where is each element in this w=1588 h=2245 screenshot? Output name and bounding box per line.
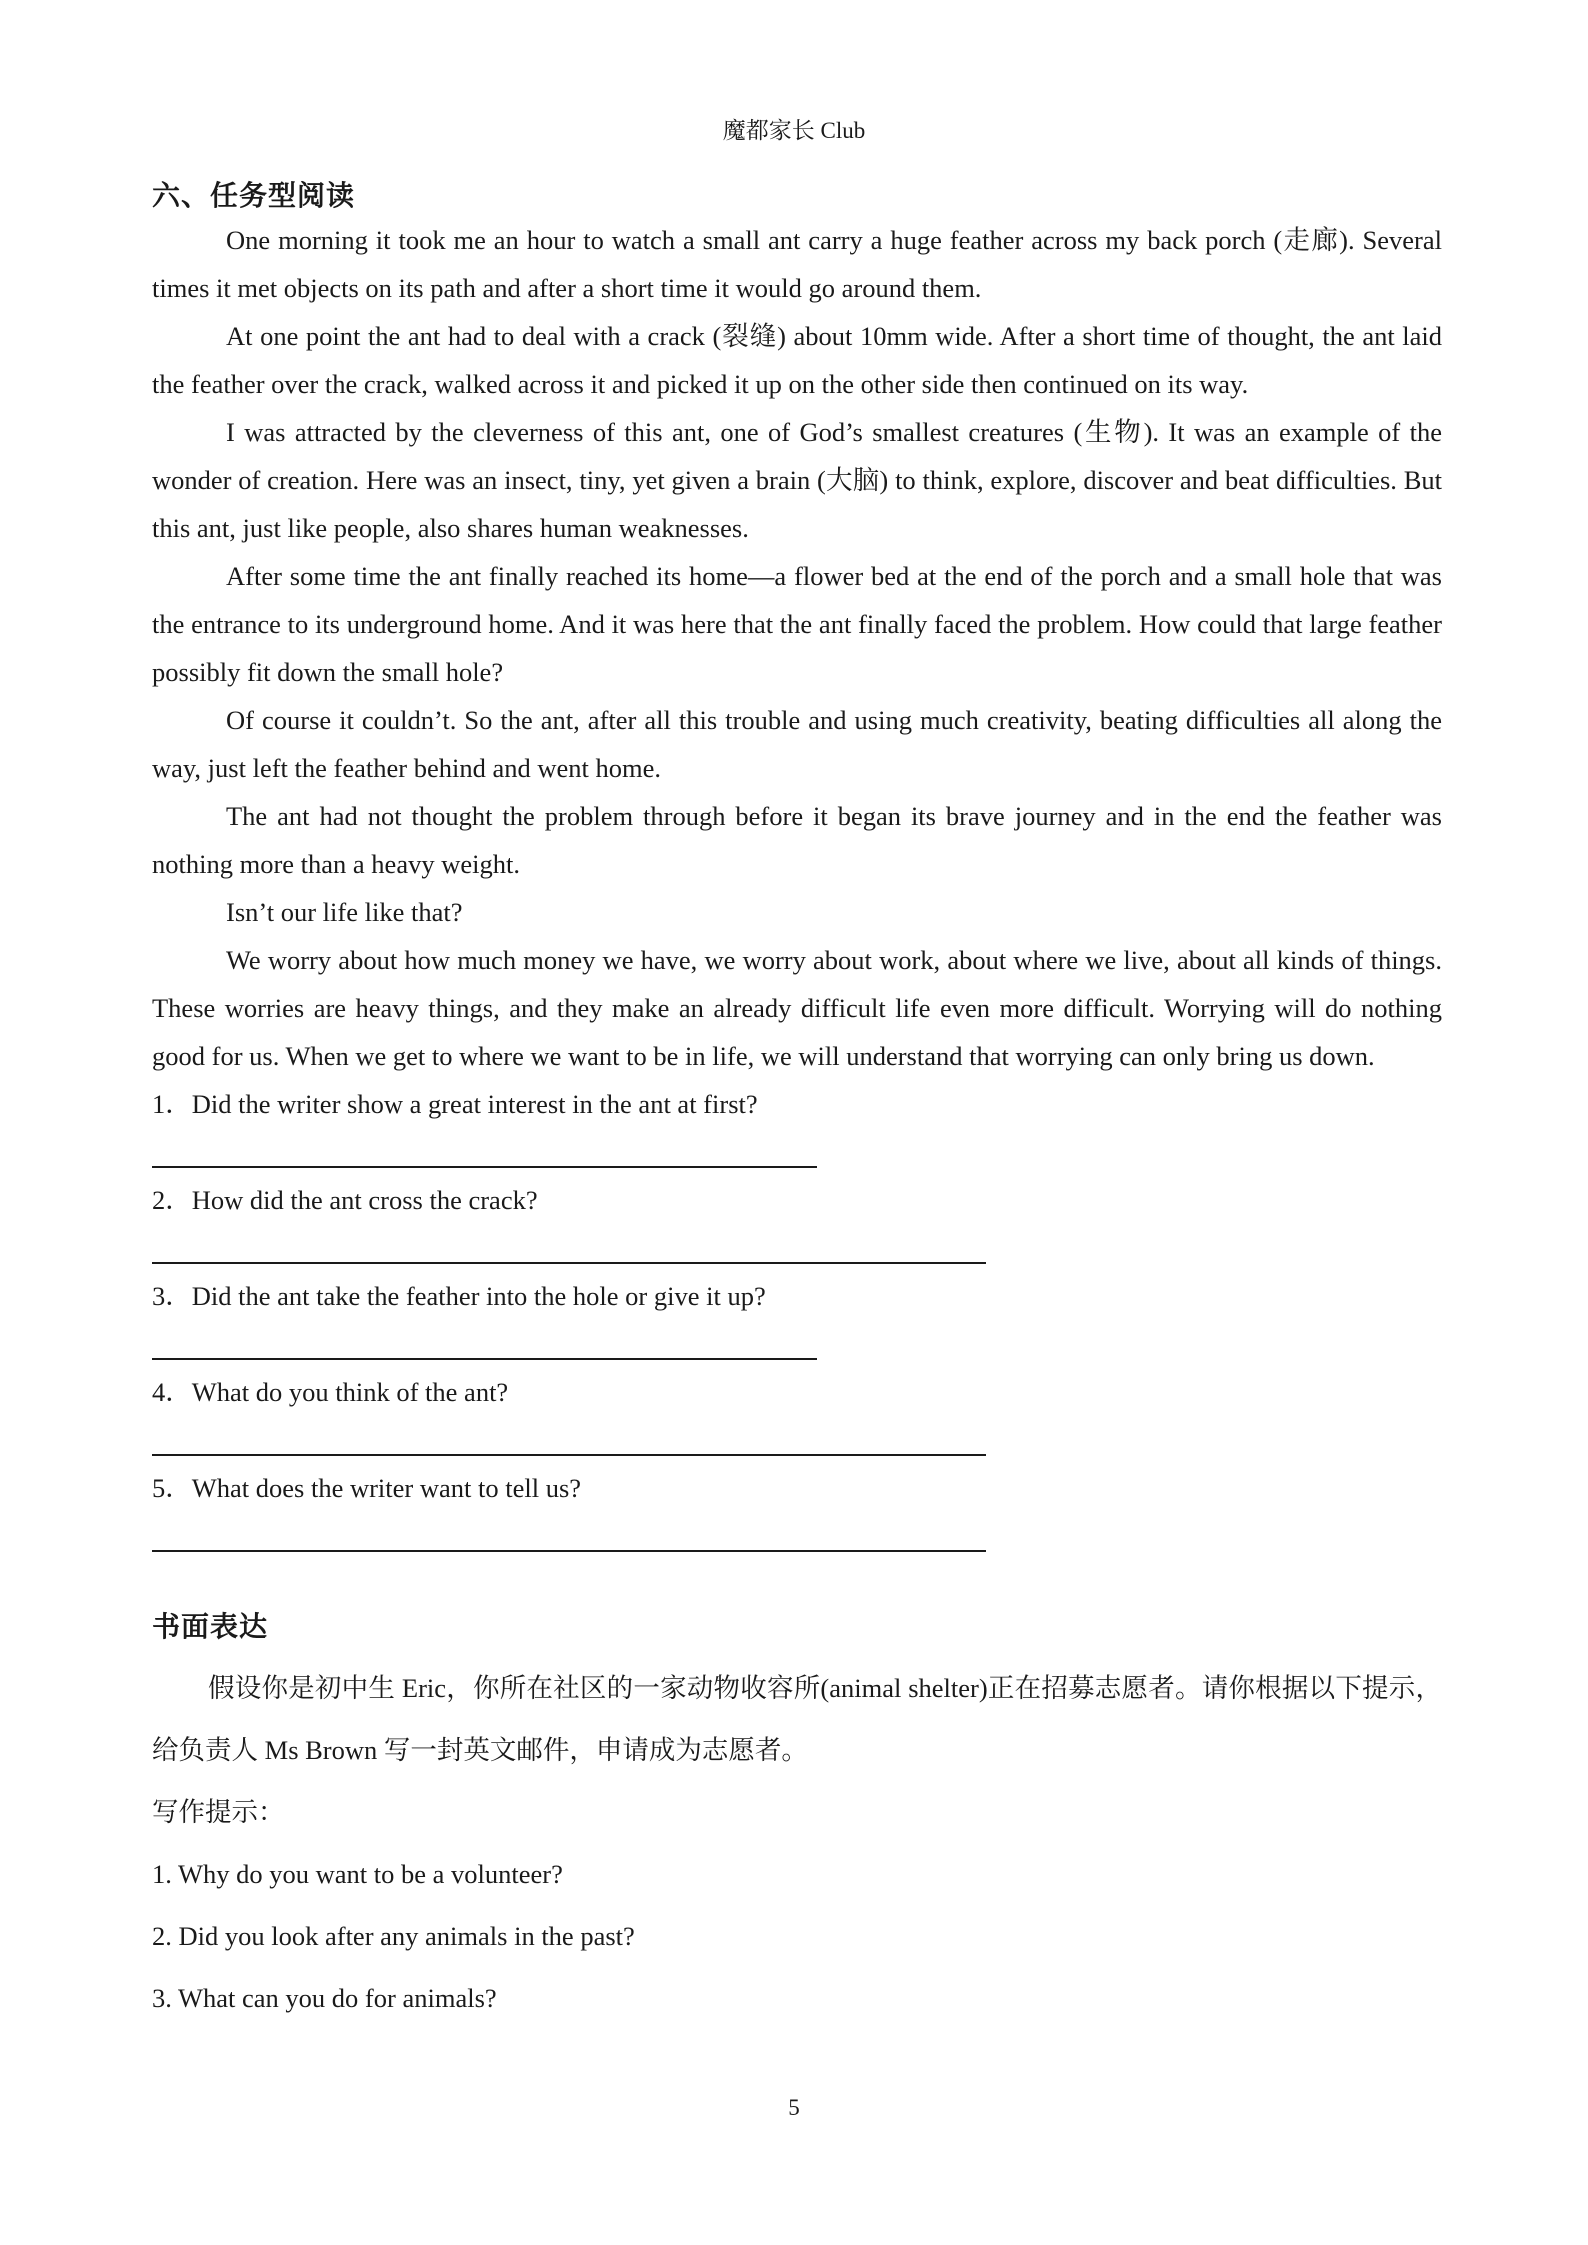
question-4: 4．What do you think of the ant? — [152, 1377, 509, 1407]
page-number: 5 — [788, 2095, 800, 2120]
page-header: 魔都家长 Club — [722, 118, 866, 143]
answer-line-4[interactable] — [152, 1416, 986, 1456]
section-heading-task-reading: 六、任务型阅读 — [152, 179, 356, 212]
passage-paragraph: After some time the ant finally reached its home—a flower bed at the end of the porch and a small hole that was the entrance to its underground home. And it was here that the ant finally faced the problem. How could that large feather possibly fit down the small hole? — [152, 561, 1442, 687]
answer-line-2[interactable] — [152, 1224, 986, 1264]
passage-paragraph: At one point the ant had to deal with a crack (裂缝) about 10mm wide. After a short time of thought, the ant laid the feather over the crack, walked across it and picked it up on the other side then continued on its way. — [152, 321, 1442, 399]
passage-paragraph: Of course it couldn’t. So the ant, after all this trouble and using much creativity, beating difficulties all along the way, just left the feather behind and went home. — [152, 705, 1442, 783]
writing-tip-1: 1. Why do you want to be a volunteer? — [152, 1859, 563, 1889]
question-5: 5．What does the writer want to tell us? — [152, 1473, 582, 1503]
passage-paragraph: We worry about how much money we have, we worry about work, about where we live, about all kinds of things. These worries are heavy things, and they make an already difficult life even more difficult. Worrying will do nothing good for us. When we get to where we want to be in life, we will understand that worrying can only bring us down. — [152, 945, 1442, 1071]
reading-passage — [152, 216, 1442, 1080]
writing-tip-2: 2. Did you look after any animals in the past? — [152, 1921, 635, 1951]
section-heading-writing: 书面表达 — [152, 1610, 269, 1643]
writing-prompt: 假设你是初中生 Eric，你所在社区的一家动物收容所(animal shelter)正在招募志愿者。请你根据以下提示，给负责人 Ms Brown 写一封英文邮件，申请成为志愿者。 — [152, 1673, 1442, 1765]
answer-line-5[interactable] — [152, 1512, 986, 1552]
writing-tip-3: 3. What can you do for animals? — [152, 1983, 497, 2013]
passage-paragraph: The ant had not thought the problem through before it began its brave journey and in the end the feather was nothing more than a heavy weight. — [152, 801, 1442, 879]
passage-paragraph: I was attracted by the cleverness of this ant, one of God’s smallest creatures (生物). It was an example of the wonder of creation. Here was an insect, tiny, yet given a brain (大脑) to think, explore, discover and beat difficulties. But this ant, just like people, also shares human weaknesses. — [152, 417, 1442, 543]
question-2: 2．How did the ant cross the crack? — [152, 1185, 538, 1215]
question-1: 1．Did the writer show a great interest in the ant at first? — [152, 1089, 758, 1119]
passage-paragraph: Isn’t our life like that? — [226, 897, 463, 927]
passage-paragraph: One morning it took me an hour to watch a small ant carry a huge feather across my back porch (走廊). Several times it met objects on its path and after a short time it would go around them. — [152, 225, 1442, 303]
answer-line-3[interactable] — [152, 1320, 817, 1360]
question-list — [152, 1080, 1442, 1552]
writing-tips-label: 写作提示： — [152, 1797, 285, 1827]
question-3: 3．Did the ant take the feather into the hole or give it up? — [152, 1281, 766, 1311]
page-content — [152, 176, 1442, 2029]
answer-line-1[interactable] — [152, 1128, 817, 1168]
